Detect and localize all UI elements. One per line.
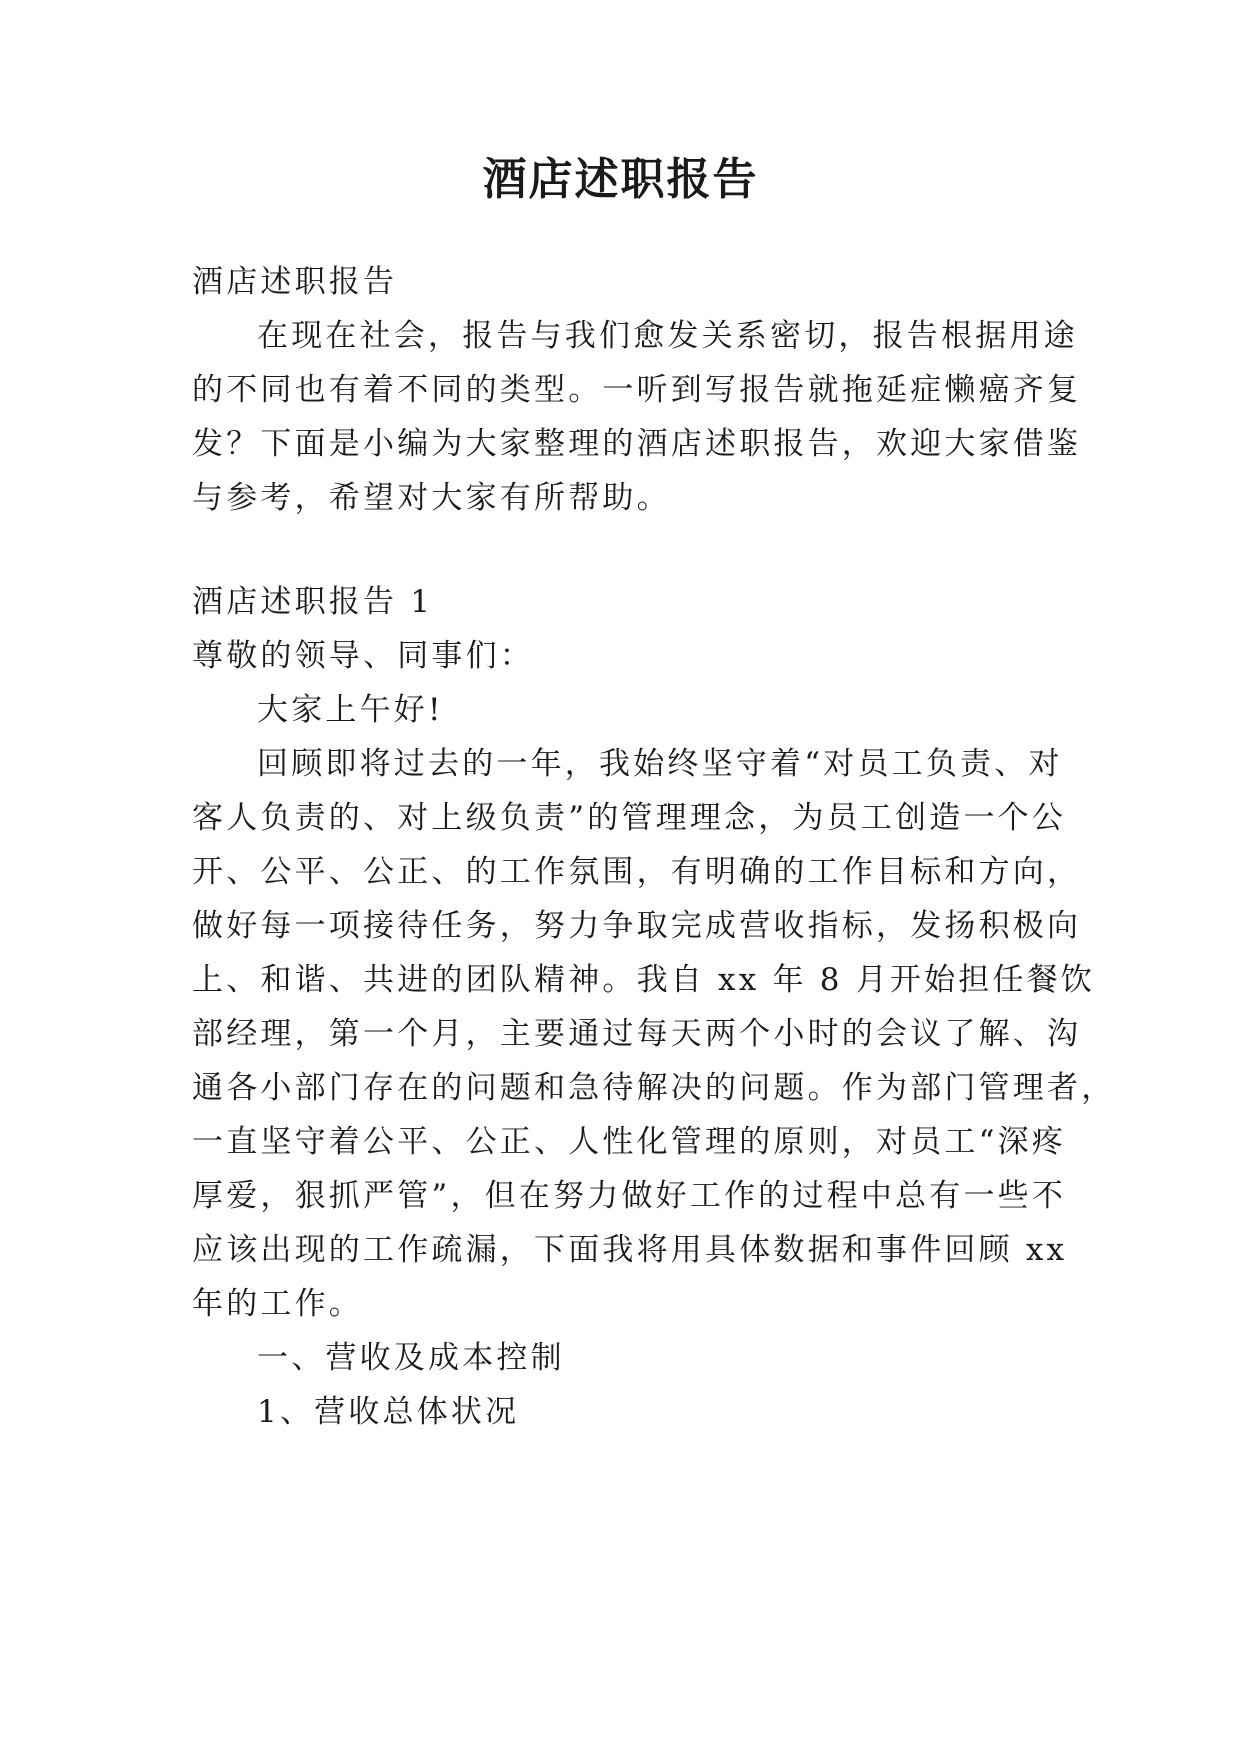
document-title: 酒店述职报告 [482, 154, 759, 205]
outline-subheading: 1、营收总体状况 [257, 1394, 520, 1430]
body-line: 通各小部门存在的问题和急待解决的问题。作为部门管理者， [192, 1070, 1116, 1106]
body-line: 上、和谐、共进的团队精神。我自 xx 年 8 月开始担任餐饮 [192, 962, 1096, 998]
body-line: 一直坚守着公平、公正、人性化管理的原则，对员工“深疼 [192, 1124, 1067, 1160]
body-line: 客人负责的、对上级负责”的管理理念，为员工创造一个公 [192, 800, 1067, 836]
salutation: 尊敬的领导、同事们： [192, 638, 534, 674]
body-line: 做好每一项接待任务，努力争取完成营收指标，发扬积极向 [192, 908, 1082, 944]
intro-line: 在现在社会，报告与我们愈发关系密切，报告根据用途 [257, 318, 1078, 354]
greeting: 大家上午好! [257, 692, 444, 728]
subtitle: 酒店述职报告 [192, 264, 398, 300]
body-line: 应该出现的工作疏漏，下面我将用具体数据和事件回顾 xx [192, 1232, 1068, 1268]
outline-heading: 一、营收及成本控制 [257, 1340, 565, 1376]
body-line: 回顾即将过去的一年，我始终坚守着“对员工负责、对 [257, 746, 1063, 782]
intro-line: 与参考，希望对大家有所帮助。 [192, 480, 671, 516]
body-line: 部经理，第一个月，主要通过每天两个小时的会议了解、沟 [192, 1016, 1082, 1052]
body-line: 年的工作。 [192, 1286, 363, 1322]
intro-line: 的不同也有着不同的类型。一听到写报告就拖延症懒癌齐复 [192, 372, 1082, 408]
body-line: 厚爱，狠抓严管”，但在努力做好工作的过程中总有一些不 [192, 1178, 1067, 1214]
body-line: 开、公平、公正、的工作氛围，有明确的工作目标和方向， [192, 854, 1082, 890]
section-heading: 酒店述职报告 1 [192, 584, 434, 620]
intro-line: 发？下面是小编为大家整理的酒店述职报告，欢迎大家借鉴 [192, 426, 1082, 462]
